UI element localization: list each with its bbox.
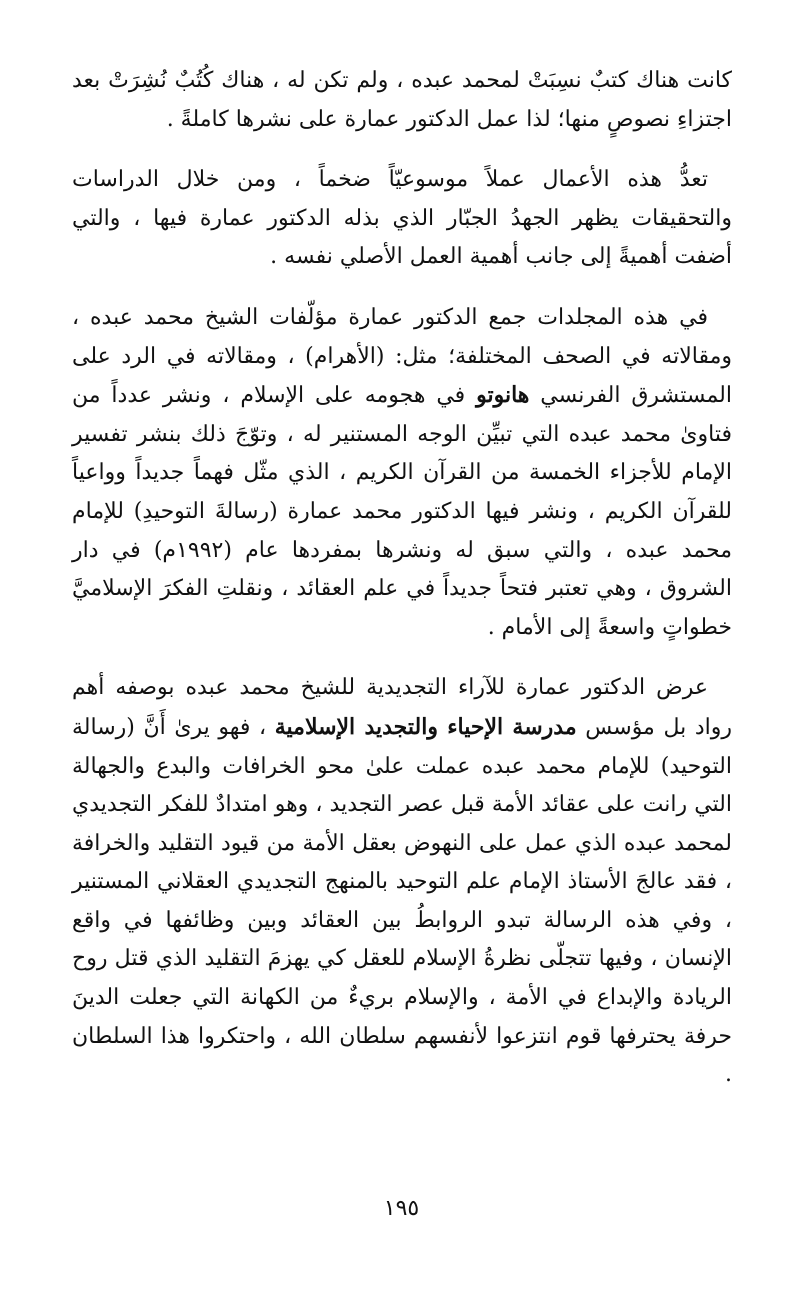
paragraph-4 [72, 669, 732, 1095]
paragraph-3-text-b: في هجومه على الإسلام ، ونشر عدداً من فتاوىٰ محمد عبده التي تبيِّن الوجه المستنير له ، وتوّجَ ذلك بنشر تفسير الإمام للأجزاء الخمسة من القرآن الكريم ، الذي مثّل فهماً جديداً وواعياً للقرآن الكريم ، ونشر فيها الدكتور محمد عمارة (رسالةَ التوحيدِ) للإمام محمد عبده ، والتي سبق له ونشرها بمفردها عام (١٩٩٢م) في دار الشروق ، وهي تعتبر فتحاً جديداً في علم العقائد ، ونقلتِ الفكرَ الإسلاميَّ خطواتٍ واسعةً إلى الأمام . [72, 383, 733, 640]
paragraph-3-text-a: في هذه المجلدات جمع الدكتور عمارة مؤلّفات الشيخ محمد عبده ، ومقالاته في الصحف المختلفة؛ مثل: (الأهرام) ، ومقالاته في الرد على المستشرق الفرنسي [72, 304, 732, 409]
page-body [72, 62, 732, 1117]
paragraph-4-text-b: ، فهو يرىٰ أَنَّ (رسالة التوحيد) للإمام محمد عبده عملت علىٰ محو الخرافات والبدع والجهالة التي رانت على عقائد الأمة قبل عصر التجديد ، وهو امتدادٌ للفكر التجديدي لمحمد عبده الذي عمل على النهوض بعقل الأمة من قيود التقليد والخرافة ، فقد عالجَ الأستاذ الإمام علم التوحيد بالمنهج التجديدي العقلاني المستنير ، وفي هذه الرسالة تبدو الروابطُ بين العقائد وبين وظائفها في واقع الإنسان ، وفيها تتجلّى نظرةُ الإسلام للعقل كي يهزمَ التقليد الذي قتل روح الريادة والإبداع في الأمة ، والإسلام بريءٌ من الكهانة التي جعلت الدينَ حرفة يحترفها قوم انتزعوا لأنفسهم سلطان الله ، واحتكروا هذا السلطان . [72, 714, 732, 1088]
paragraph-4-text-a: عرض الدكتور عمارة للآراء التجديدية للشيخ محمد عبده بوصفه أهم رواد بل مؤسس [72, 675, 732, 740]
page-number: ١٩٥ [383, 1196, 420, 1221]
paragraph-1-text: كانت هناك كتبٌ نسِبَتْ لمحمد عبده ، ولم تكن له ، هناك كُتُبٌ نُشِرَتْ بعد اجتزاءِ نصوصٍ منها؛ لذا عمل الدكتور عمارة على نشرها كاملةً . [72, 68, 732, 132]
paragraph-4-bold-school: مدرسة الإحياء والتجديد الإسلامية [274, 713, 577, 740]
paragraph-3-bold-name: هانوتو [476, 382, 530, 409]
paragraph-2 [72, 161, 732, 277]
paragraph-3 [72, 299, 732, 647]
paragraph-1 [72, 62, 732, 139]
paragraph-2-text: تعدُّ هذه الأعمال عملاً موسوعيّاً ضخماً ، ومن خلال الدراسات والتحقيقات يظهر الجهدُ الجبّار الذي بذله الدكتور عمارة فيها ، والتي أضفت أهميةً إلى جانب أهمية العمل الأصلي نفسه . [72, 167, 732, 270]
